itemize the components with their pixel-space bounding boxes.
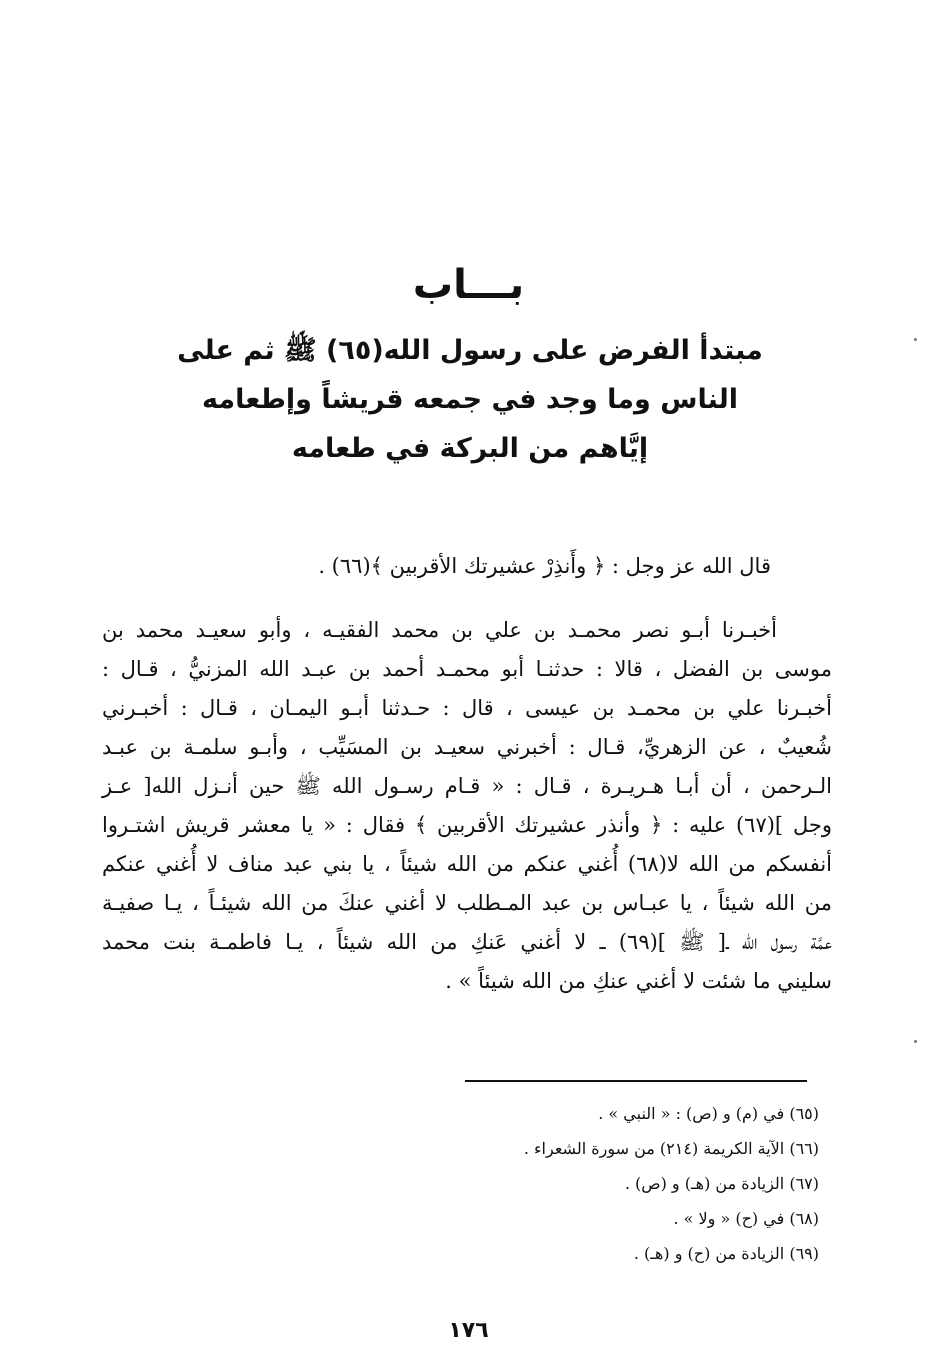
footnotes xyxy=(219,1096,819,1271)
text-line: شُعيبٌ ، عن الزهريِّ، قـال : أخبرني سعيـد بن المسَيِّب ، وأبـو سلمـة بن عبـد xyxy=(102,735,832,759)
text-line: أخبـرنا علي بن محمـد بن عيسى ، قال : حـدثنا أبـو اليمـان ، قـال : أخبـرني xyxy=(102,696,832,720)
chapter-title-line: مبتدأ الفرض على رسول الله(٦٥) ﷺ ثم على xyxy=(177,335,763,366)
quran-verse: قال الله عز وجل : ﴿ وأَنذِرْ عشيرتك الأقربين ﴾(٦٦) . xyxy=(318,554,771,578)
text-line: موسى بن الفضل ، قالا : حدثنـا أبو محمـد أحمد بن عبـد الله المزنيُّ ، قـال : xyxy=(102,657,832,681)
chapter-heading: بـــاب xyxy=(412,262,525,308)
scan-speck xyxy=(914,338,917,341)
text-line: من الله شيئاً ، يا عبـاس بن عبد المـطلب لا أغني عنكَ من الله شيئـاً ، يـا صفيـة xyxy=(102,891,832,915)
text-line: سليني ما شئت لا أغني عنكِ من الله شيئاً » . xyxy=(445,969,832,993)
text-line: وجل ](٦٧) عليه : ﴿ وأنذر عشيرتك الأقربين ﴾ فقال : « يا معشر قريش اشتـروا xyxy=(102,813,833,837)
footnote: (٦٥) في (م) و (ص) : « النبي » . xyxy=(598,1104,819,1123)
footnote: (٦٩) الزيادة من (ح) و (هـ) . xyxy=(633,1244,819,1263)
footnote: (٦٨) في (ح) « ولا » . xyxy=(673,1209,819,1228)
text-line: الـرحمن ، أن أبـا هـريـرة ، قـال : « قـام رسـول الله ﷺ حين أنـزل الله[ عـز xyxy=(102,774,832,798)
scan-speck xyxy=(914,1040,917,1043)
page-number: ١٧٦ xyxy=(448,1318,489,1343)
footnote: (٦٧) الزيادة من (هـ) و (ص) . xyxy=(624,1174,819,1193)
chapter-title-line: إيَّاهم من البركة في طعامه xyxy=(291,433,649,464)
chapter-title xyxy=(150,326,790,473)
hadith-text xyxy=(102,611,832,1001)
footnote: (٦٦) الآية الكريمة (٢١٤) من سورة الشعراء . xyxy=(523,1139,819,1158)
chapter-title-line: الناس وما وجد في جمعه قريشاً وإطعامه xyxy=(201,384,739,415)
text-line: أخبـرنا أبـو نصر محمـد بن علي بن محمد الفقيـه ، وأبو سعيـد محمد بن xyxy=(102,618,777,642)
text-line: عمَّة رسول الله ـ[ ﷺ ](٦٩) ـ لا أغني عَنكِ من الله شيئاً ، يـا فاطمـة بنت محمد xyxy=(102,930,833,954)
footnote-separator xyxy=(465,1080,807,1082)
text-line: أنفسكم من الله لا(٦٨) أُغني عنكم من الله شيئاً ، يا بني عبد مناف لا أُغني عنكم xyxy=(102,852,833,876)
